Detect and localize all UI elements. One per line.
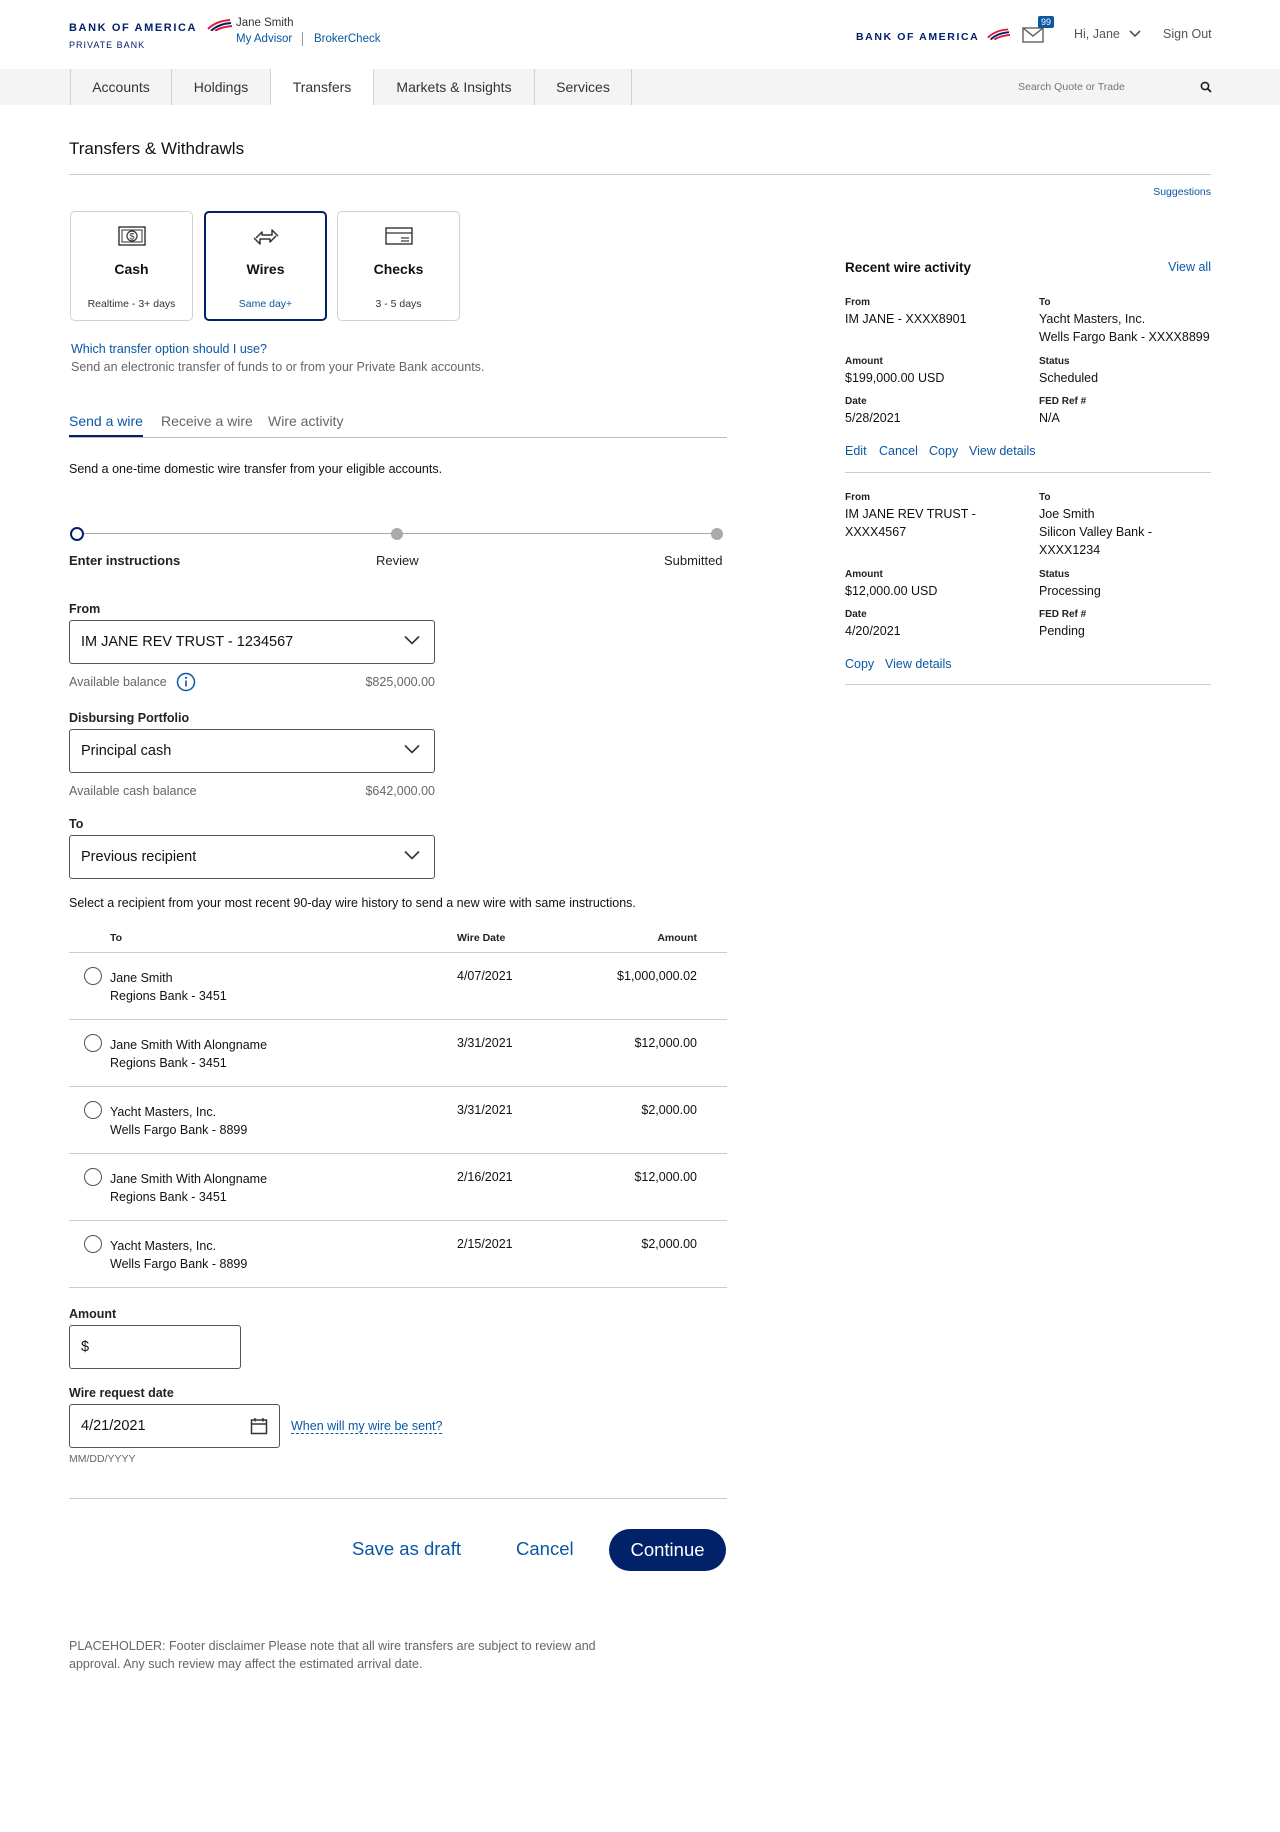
wires-option-card[interactable] xyxy=(204,211,327,321)
logo-right[interactable] xyxy=(856,27,1010,45)
wire-date: 4/07/2021 xyxy=(457,969,513,983)
tabs-divider xyxy=(69,437,727,438)
recipient-bank: Wells Fargo Bank - 8899 xyxy=(110,1123,248,1137)
status-value: Scheduled xyxy=(1039,371,1099,385)
check-icon xyxy=(385,226,413,248)
user-menu[interactable] xyxy=(1074,27,1141,41)
wire-date: 3/31/2021 xyxy=(457,1036,513,1050)
cash-icon xyxy=(118,226,146,248)
nav-markets-insights[interactable]: Markets & Insights xyxy=(373,69,535,105)
search-box[interactable] xyxy=(1018,75,1212,99)
intro-text: Send a one-time domestic wire transfer from your eligible accounts. xyxy=(69,462,443,476)
portfolio-value: Principal cash xyxy=(81,743,172,759)
cancel-button[interactable]: Cancel xyxy=(516,1538,574,1559)
footer-disclaimer xyxy=(69,1637,596,1673)
recipient-bank: Regions Bank - 3451 xyxy=(110,1190,227,1204)
calendar-icon[interactable] xyxy=(250,1417,268,1435)
recipient-name: Jane Smith With Alongname xyxy=(110,1038,268,1052)
tab-receive-wire[interactable]: Receive a wire xyxy=(161,413,253,429)
logo-text: BANK OF AMERICA xyxy=(69,22,198,34)
column-header-to: To xyxy=(110,932,123,944)
copy-link[interactable]: Copy xyxy=(929,444,959,458)
checks-option-card[interactable] xyxy=(337,211,460,321)
wire-icon xyxy=(252,226,280,248)
advisor-name: Jane Smith xyxy=(236,17,294,29)
fed-ref-label: FED Ref # xyxy=(1039,609,1087,620)
available-balance-label: Available balance xyxy=(69,675,167,689)
fed-ref-label: FED Ref # xyxy=(1039,396,1087,407)
nav-accounts[interactable]: Accounts xyxy=(70,69,172,105)
radio-button[interactable] xyxy=(84,1101,102,1119)
date-label: Date xyxy=(845,396,867,407)
flag-logo-icon xyxy=(986,28,1010,40)
wire-amount: $12,000.00 xyxy=(634,1170,697,1184)
table-row[interactable] xyxy=(69,1221,727,1288)
amount-label: Amount xyxy=(845,356,883,367)
divider xyxy=(845,684,1211,685)
tab-send-wire[interactable]: Send a wire xyxy=(69,413,143,437)
to-value-line: XXXX1234 xyxy=(1039,543,1101,557)
edit-link[interactable]: Edit xyxy=(845,444,867,458)
from-value-line: IM JANE REV TRUST - xyxy=(845,507,976,521)
step-label-review: Review xyxy=(376,553,419,568)
amount-value: $199,000.00 USD xyxy=(845,371,945,385)
recipient-bank: Wells Fargo Bank - 8899 xyxy=(110,1257,248,1271)
recent-wire-title: Recent wire activity xyxy=(845,260,972,275)
nav-services[interactable]: Services xyxy=(534,69,632,105)
status-value: Processing xyxy=(1039,584,1101,598)
wire-date-value: 4/21/2021 xyxy=(81,1418,146,1434)
main-nav xyxy=(0,69,1280,105)
divider xyxy=(845,472,1211,473)
to-value-line: Joe Smith xyxy=(1039,507,1095,521)
from-account-value: IM JANE REV TRUST - 1234567 xyxy=(81,634,294,650)
chevron-down-icon xyxy=(404,850,420,860)
wire-amount: $1,000,000.02 xyxy=(617,969,697,983)
to-label: To xyxy=(1039,297,1051,308)
amount-input[interactable] xyxy=(69,1325,241,1369)
card-title: Wires xyxy=(246,261,285,277)
amount-label: Amount xyxy=(845,569,883,580)
to-value xyxy=(1039,505,1152,559)
my-advisor-link[interactable]: My Advisor xyxy=(236,33,293,45)
divider xyxy=(302,32,303,46)
to-recipient-value: Previous recipient xyxy=(81,849,197,865)
mail-icon xyxy=(1022,27,1044,43)
available-balance-value: $825,000.00 xyxy=(365,675,435,689)
recipient-name: Yacht Masters, Inc. xyxy=(110,1239,217,1253)
chevron-down-icon xyxy=(404,635,420,645)
to-value xyxy=(1039,310,1210,346)
table-row[interactable] xyxy=(69,1154,727,1221)
to-value-line: Silicon Valley Bank - xyxy=(1039,525,1153,539)
card-subtitle: Realtime - 3+ days xyxy=(87,298,176,310)
info-icon[interactable] xyxy=(176,672,196,692)
radio-button[interactable] xyxy=(84,1168,102,1186)
available-cash-label: Available cash balance xyxy=(69,784,197,798)
table-row[interactable] xyxy=(69,953,727,1020)
page-title: Transfers & Withdrawls xyxy=(69,139,245,158)
from-account-select[interactable] xyxy=(69,620,435,664)
logo-subtitle: PRIVATE BANK xyxy=(69,40,146,50)
cash-option-card[interactable] xyxy=(70,211,193,321)
transfer-description: Send an electronic transfer of funds to or from your Private Bank accounts. xyxy=(71,360,485,374)
date-format-hint: MM/DD/YYYY xyxy=(69,1453,136,1465)
recipient-hint: Select a recipient from your most recent 90-day wire history to send a new wire with same instructions. xyxy=(69,896,636,910)
from-label: From xyxy=(69,602,101,616)
flag-logo-icon xyxy=(206,19,232,31)
from-value xyxy=(845,505,976,541)
transfer-option-help-link[interactable]: Which transfer option should I use? xyxy=(71,342,267,356)
step-connector xyxy=(82,533,392,534)
brokercheck-link[interactable]: BrokerCheck xyxy=(314,33,381,45)
wire-date-label: Wire request date xyxy=(69,1386,174,1400)
sign-out-link[interactable]: Sign Out xyxy=(1163,27,1212,41)
search-input[interactable] xyxy=(1018,75,1188,99)
currency-prefix: $ xyxy=(81,1339,90,1355)
wire-amount: $2,000.00 xyxy=(641,1103,697,1117)
column-header-amount: Amount xyxy=(657,932,697,944)
suggestions-link[interactable]: Suggestions xyxy=(1153,186,1211,198)
radio-button[interactable] xyxy=(84,967,102,985)
footer-line: PLACEHOLDER: Footer disclaimer Please note that all wire transfers are subject to review and xyxy=(69,1639,596,1653)
chevron-down-icon xyxy=(1129,30,1141,38)
nav-holdings[interactable]: Holdings xyxy=(171,69,271,105)
from-label: From xyxy=(845,492,870,503)
card-subtitle: 3 - 5 days xyxy=(375,298,422,310)
nav-transfers[interactable]: Transfers xyxy=(270,69,374,105)
date-label: Date xyxy=(845,609,867,620)
wire-date: 2/15/2021 xyxy=(457,1237,513,1251)
mail-badge: 99 xyxy=(1038,16,1054,28)
divider xyxy=(69,1498,727,1499)
to-recipient-select[interactable] xyxy=(69,835,435,879)
footer-line: approval. Any such review may affect the estimated arrival date. xyxy=(69,1657,423,1671)
radio-button[interactable] xyxy=(84,1034,102,1052)
status-label: Status xyxy=(1039,356,1070,367)
wire-date-input[interactable] xyxy=(69,1404,280,1448)
to-label: To xyxy=(69,817,84,831)
view-details-link[interactable]: View details xyxy=(885,657,952,671)
greeting: Hi, Jane xyxy=(1074,27,1120,41)
column-header-wire-date: Wire Date xyxy=(457,932,506,944)
recipient-bank: Regions Bank - 3451 xyxy=(110,989,227,1003)
card-title: Cash xyxy=(114,261,149,277)
to-value-line: Yacht Masters, Inc. xyxy=(1039,312,1146,326)
table-row[interactable] xyxy=(69,1020,727,1087)
available-cash-value: $642,000.00 xyxy=(365,784,435,798)
wire-date: 2/16/2021 xyxy=(457,1170,513,1184)
continue-button[interactable]: Continue xyxy=(609,1529,726,1571)
status-label: Status xyxy=(1039,569,1070,580)
copy-link[interactable]: Copy xyxy=(845,657,875,671)
view-details-link[interactable]: View details xyxy=(969,444,1036,458)
cancel-link[interactable]: Cancel xyxy=(879,444,918,458)
step-connector xyxy=(402,533,712,534)
step-dot xyxy=(391,528,403,540)
from-value-line: XXXX4567 xyxy=(845,525,907,539)
table-row[interactable] xyxy=(69,1087,727,1154)
save-draft-button[interactable]: Save as draft xyxy=(352,1538,462,1559)
from-label: From xyxy=(845,297,870,308)
logo[interactable] xyxy=(69,18,232,50)
portfolio-select[interactable] xyxy=(69,729,435,773)
amount-value: $12,000.00 USD xyxy=(845,584,938,598)
fed-ref-value: N/A xyxy=(1039,411,1060,425)
step-dot-current xyxy=(70,527,84,541)
chevron-down-icon xyxy=(404,744,420,754)
wire-amount: $2,000.00 xyxy=(641,1237,697,1251)
recipient-name: Jane Smith xyxy=(110,971,173,985)
date-value: 5/28/2021 xyxy=(845,411,901,425)
radio-button[interactable] xyxy=(84,1235,102,1253)
divider xyxy=(69,174,1211,175)
step-label-enter-instructions: Enter instructions xyxy=(69,553,181,568)
view-all-link[interactable]: View all xyxy=(1168,260,1211,274)
search-icon[interactable] xyxy=(1200,81,1212,93)
card-title: Checks xyxy=(373,261,424,277)
from-value: IM JANE - XXXX8901 xyxy=(845,312,967,326)
mail-button[interactable] xyxy=(1022,17,1052,42)
wire-date: 3/31/2021 xyxy=(457,1103,513,1117)
date-value: 4/20/2021 xyxy=(845,624,901,638)
logo-right-text: BANK OF AMERICA xyxy=(856,31,980,43)
wire-timing-help-link[interactable]: When will my wire be sent? xyxy=(291,1419,443,1433)
tab-wire-activity[interactable]: Wire activity xyxy=(268,413,344,429)
to-label: To xyxy=(1039,492,1051,503)
to-value-line: Wells Fargo Bank - XXXX8899 xyxy=(1039,330,1210,344)
portfolio-label: Disbursing Portfolio xyxy=(69,711,190,725)
step-label-submitted: Submitted xyxy=(664,553,723,568)
recipient-name: Yacht Masters, Inc. xyxy=(110,1105,217,1119)
recipient-name: Jane Smith With Alongname xyxy=(110,1172,268,1186)
wire-amount: $12,000.00 xyxy=(634,1036,697,1050)
amount-label: Amount xyxy=(69,1307,117,1321)
step-dot xyxy=(711,528,723,540)
fed-ref-value: Pending xyxy=(1039,624,1085,638)
svg-text:$: $ xyxy=(128,231,135,242)
recipient-bank: Regions Bank - 3451 xyxy=(110,1056,227,1070)
card-subtitle: Same day+ xyxy=(238,298,293,310)
